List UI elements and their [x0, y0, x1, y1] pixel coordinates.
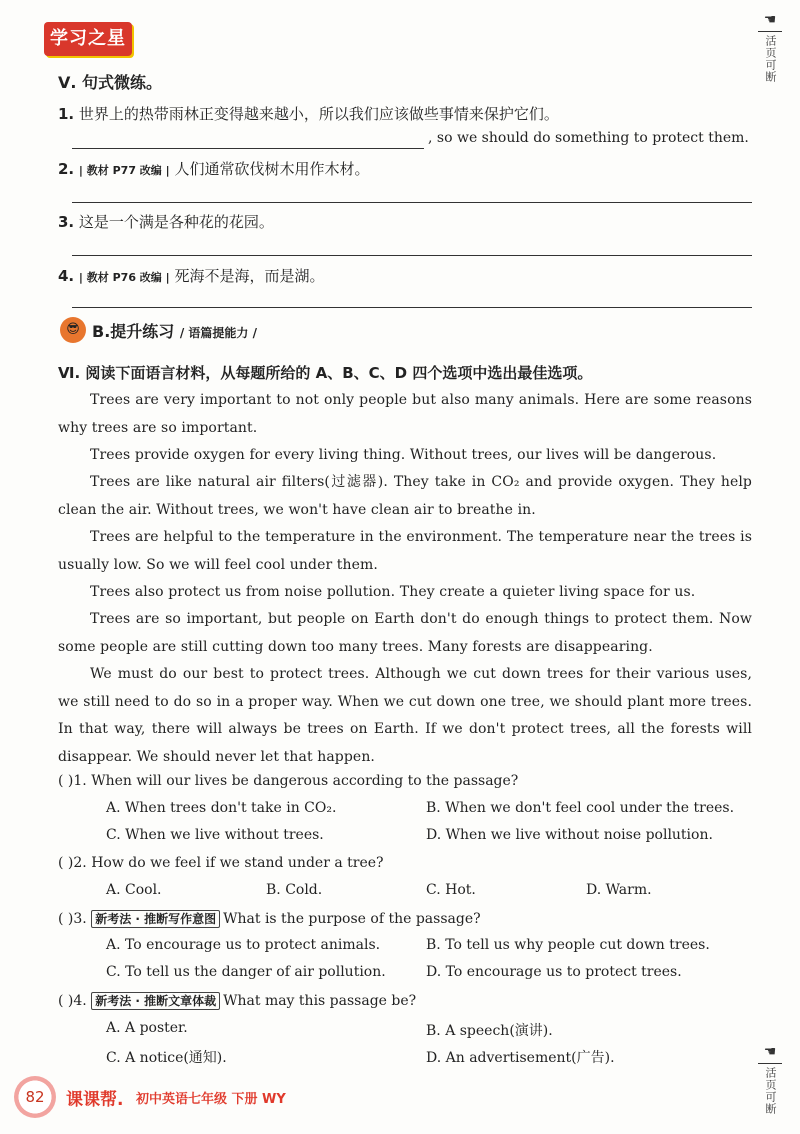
- s5-prompt-4: 死海不是海，而是湖。: [174, 267, 325, 285]
- q1-option-b[interactable]: B. When we don't feel cool under the trees.: [426, 800, 735, 816]
- question-1: ( )1. When will our lives be dangerous according to the passage?: [58, 773, 519, 789]
- s5-item-1: 1. 世界上的热带雨林正变得越来越小，所以我们应该做些事情来保护它们。: [58, 105, 559, 123]
- passage-paragraph-4: Trees are helpful to the temperature in the environment. The temperature near the trees is usually low. So we will feel cool under them.: [58, 529, 752, 573]
- q4-option-c[interactable]: C. A notice(通知).: [106, 1050, 227, 1066]
- question-4: ( )4. 新考法 · 推断文章体裁 What may this passage be?: [58, 993, 417, 1009]
- q1-option-a[interactable]: A. When trees don't take in CO₂.: [106, 800, 337, 816]
- s5-item-4: 4. | 教材 P76 改编 | 死海不是海，而是湖。: [58, 267, 325, 285]
- footer-brand: 课课帮.: [66, 1090, 124, 1110]
- side-tab-label: 活页可断: [764, 35, 777, 83]
- q2-option-c[interactable]: C. Hot.: [426, 882, 476, 898]
- q2-option-b[interactable]: B. Cold.: [266, 882, 323, 898]
- brand-logo: 学习之星: [44, 22, 132, 56]
- q4-option-b[interactable]: B. A speech(演讲).: [426, 1023, 553, 1039]
- q3-option-d[interactable]: D. To encourage us to protect trees.: [426, 964, 682, 980]
- passage-paragraph-2: Trees provide oxygen for every living thing. Without trees, our lives will be dangerous.: [90, 447, 717, 463]
- side-tab-top: [756, 12, 784, 86]
- side-tab-bottom: [756, 1044, 784, 1118]
- question-3-tag: 新考法 · 推断写作意图: [91, 910, 220, 928]
- q1-option-c[interactable]: C. When we live without trees.: [106, 827, 324, 843]
- answer-blank-1[interactable]: ( ): [58, 773, 74, 789]
- section5-title: Ⅴ. 句式微练。: [58, 73, 163, 92]
- answer-line-4[interactable]: [72, 307, 752, 308]
- answer-line-1[interactable]: [72, 148, 424, 149]
- answer-line-2[interactable]: [72, 202, 752, 203]
- s5-item-2: 2. | 教材 P77 改编 | 人们通常砍伐树木用作木材。: [58, 160, 370, 178]
- s5-prompt-2: 人们通常砍伐树木用作木材。: [174, 160, 370, 178]
- section-b-header: [60, 317, 750, 343]
- passage-paragraph-6: Trees are so important, but people on Earth don't do enough things to protect them. Now some people are still cutting down too many trees. Many forests are disappearing.: [58, 611, 752, 655]
- hand-icon: ☚: [763, 1044, 777, 1060]
- s5-prompt-3: 这是一个满是各种花的花园。: [78, 213, 274, 231]
- q1-option-d[interactable]: D. When we live without noise pollution.: [426, 827, 713, 843]
- s5-english-1: , so we should do something to protect them.: [428, 130, 749, 146]
- q3-option-b[interactable]: B. To tell us why people cut down trees.: [426, 937, 710, 953]
- passage-paragraph-7: We must do our best to protect trees. Although we cut down trees for their various uses, we still need to do so in a proper way. When we cut down one tree, we should plant more trees. In that way, there will always be trees on Earth. If we don't protect trees, all the forests will disappear. We should never let that happen.: [58, 666, 752, 765]
- answer-line-3[interactable]: [72, 255, 752, 256]
- answer-blank-3[interactable]: ( ): [58, 911, 74, 927]
- sunglasses-face-icon: 😎: [60, 317, 86, 343]
- s5-item-3: 3. 这是一个满是各种花的花园。: [58, 213, 274, 231]
- passage-paragraph-3: Trees are like natural air filters(过滤器). They take in CO₂ and provide oxygen. They help clean the air. Without trees, we won't have clean air to breathe in.: [58, 474, 752, 518]
- answer-blank-2[interactable]: ( ): [58, 855, 74, 871]
- passage-paragraph-1: Trees are very important to not only people but also many animals. Here are some reasons why trees are so important.: [58, 392, 752, 436]
- answer-blank-4[interactable]: ( ): [58, 993, 74, 1009]
- side-tab-label: 活页可断: [764, 1067, 777, 1115]
- question-2: ( )2. How do we feel if we stand under a tree?: [58, 855, 384, 871]
- q2-option-a[interactable]: A. Cool.: [106, 882, 162, 898]
- section6-title: Ⅵ. 阅读下面语言材料，从每题所给的 A、B、C、D 四个选项中选出最佳选项。: [58, 364, 593, 382]
- page-number: 82: [14, 1076, 56, 1118]
- passage-paragraph-5: Trees also protect us from noise pollution. They create a quieter living space for us.: [90, 584, 696, 600]
- q4-option-d[interactable]: D. An advertisement(广告).: [426, 1050, 615, 1066]
- section-b-subtitle: / 语篇提能力 /: [179, 326, 257, 340]
- footer-book-title: 初中英语七年级 下册 WY: [136, 1092, 286, 1107]
- s5-prompt-1: 世界上的热带雨林正变得越来越小，所以我们应该做些事情来保护它们。: [78, 105, 559, 123]
- hand-icon: ☚: [763, 12, 777, 28]
- section-b-title: B.提升练习: [92, 322, 175, 341]
- q3-option-c[interactable]: C. To tell us the danger of air pollution.: [106, 964, 386, 980]
- question-4-tag: 新考法 · 推断文章体裁: [91, 992, 220, 1010]
- question-3: ( )3. 新考法 · 推断写作意图 What is the purpose of the passage?: [58, 911, 481, 927]
- q3-option-a[interactable]: A. To encourage us to protect animals.: [106, 937, 381, 953]
- q4-option-a[interactable]: A. A poster.: [106, 1020, 188, 1036]
- q2-option-d[interactable]: D. Warm.: [586, 882, 652, 898]
